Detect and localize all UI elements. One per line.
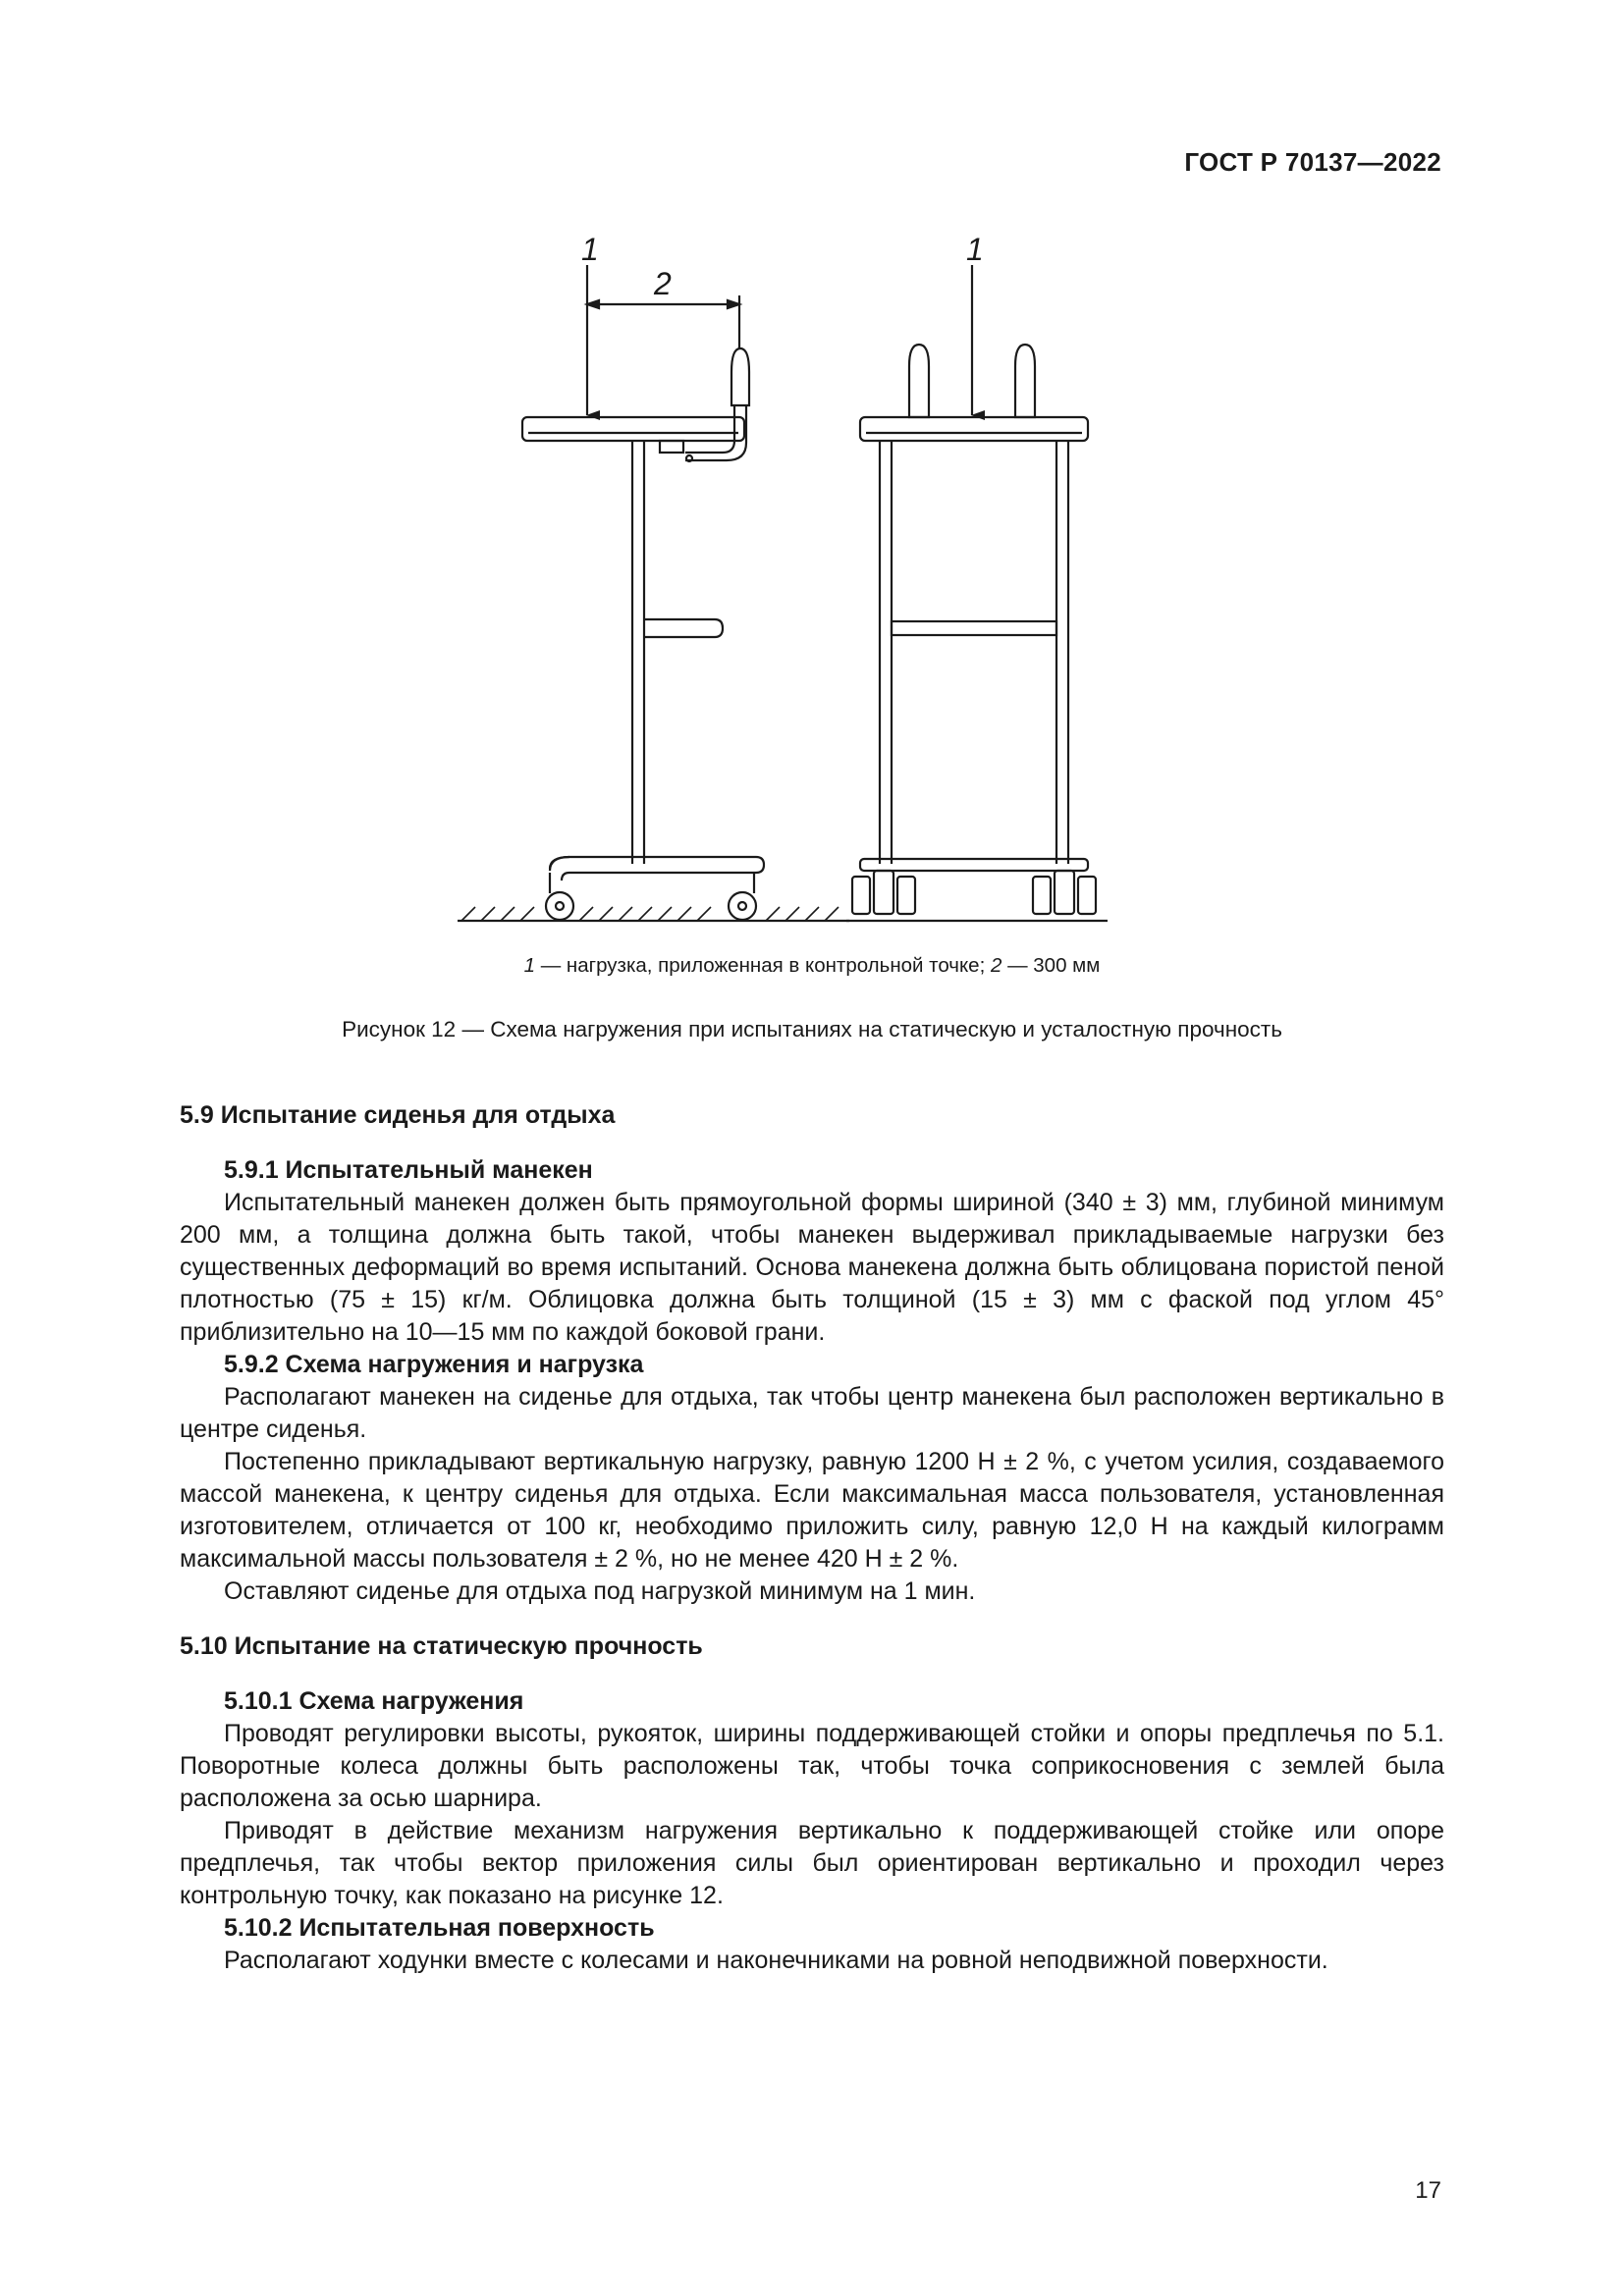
paragraph: Располагают ходунки вместе с колесами и наконечниками на ровной неподвижной поверхности. xyxy=(224,1947,1328,1974)
figure-legend xyxy=(0,954,1624,978)
label-distance: 2 xyxy=(654,266,672,301)
legend-key-2: 2 xyxy=(990,954,1002,977)
side-view xyxy=(458,265,849,921)
paragraph: Оставляют сиденье для отдыха под нагрузкой минимум на 1 мин. xyxy=(224,1577,976,1605)
figure-caption: Рисунок 12 — Схема нагружения при испытаниях на статическую и усталостную прочность xyxy=(342,1017,1282,1041)
section-5-10-title: 5.10 Испытание на статическую прочность xyxy=(180,1632,703,1660)
legend-text-2: — 300 мм xyxy=(1001,954,1101,977)
label-load-left: 1 xyxy=(581,232,599,267)
front-view xyxy=(846,265,1108,921)
document-body xyxy=(180,1099,1444,1977)
paragraph: Испытательный манекен должен быть прямоугольной формы шириной (340 ± 3) мм, глубиной минимум 200 мм, а толщина должна быть такой, чтобы манекен выдерживал прикладываемые нагрузки без существенных деформаций во время испытаний. Основа манекена должна быть облицована пористой пеной плотностью (75 ± 15) кг/м. Облицовка должна быть толщиной (15 ± 3) мм с фаской под углом 45° приблизительно на 10—15 мм по каждой боковой грани. xyxy=(180,1189,1444,1346)
document-id: ГОСТ Р 70137—2022 xyxy=(1184,147,1441,177)
label-load-right: 1 xyxy=(966,232,984,267)
paragraph: Проводят регулировки высоты, рукояток, ширины поддерживающей стойки и опоры предплечья по 5.1. Поворотные колеса должны быть расположены так, чтобы точка соприкосновения с землей была расположена за осью шарнира. xyxy=(180,1720,1444,1812)
loading-diagram-svg xyxy=(432,221,1139,928)
legend-text-1: — нагрузка, приложенная в контрольной точке; xyxy=(535,954,991,977)
page-number: 17 xyxy=(1415,2177,1441,2204)
section-5-10-1-title: 5.10.1 Схема нагружения xyxy=(224,1687,524,1715)
legend-key-1: 1 xyxy=(523,954,536,977)
paragraph: Располагают манекен на сиденье для отдыха, так чтобы центр манекена был расположен вертикально в центре сиденья. xyxy=(180,1383,1444,1443)
seat-side xyxy=(522,417,744,441)
paragraph: Приводят в действие механизм нагружения вертикально к поддерживающей стойке или опоре предплечья, так чтобы вектор приложения силы был ориентирован вертикально и проходил через контрольную точку, как показано на рисунке 12. xyxy=(180,1817,1444,1909)
section-5-10-2-title: 5.10.2 Испытательная поверхность xyxy=(224,1914,655,1942)
paragraph: Постепенно прикладывают вертикальную нагрузку, равную 1200 Н ± 2 %, с учетом усилия, создаваемого массой манекена, к центру сиденья для отдыха. Если максимальная масса пользователя, установленная изготовителем, отличается от 100 кг, необходимо приложить силу, равную 12,0 Н на каждый килограмм максимальной массы пользователя ± 2 %, но не менее 420 Н ± 2 %. xyxy=(180,1448,1444,1573)
figure-12-loading-diagram xyxy=(432,221,1139,928)
seat-front xyxy=(860,417,1088,441)
section-5-9-2-title: 5.9.2 Схема нагружения и нагрузка xyxy=(224,1351,644,1378)
section-5-9-title: 5.9 Испытание сиденья для отдыха xyxy=(180,1101,616,1129)
section-5-9-1-title: 5.9.1 Испытательный манекен xyxy=(224,1156,593,1184)
